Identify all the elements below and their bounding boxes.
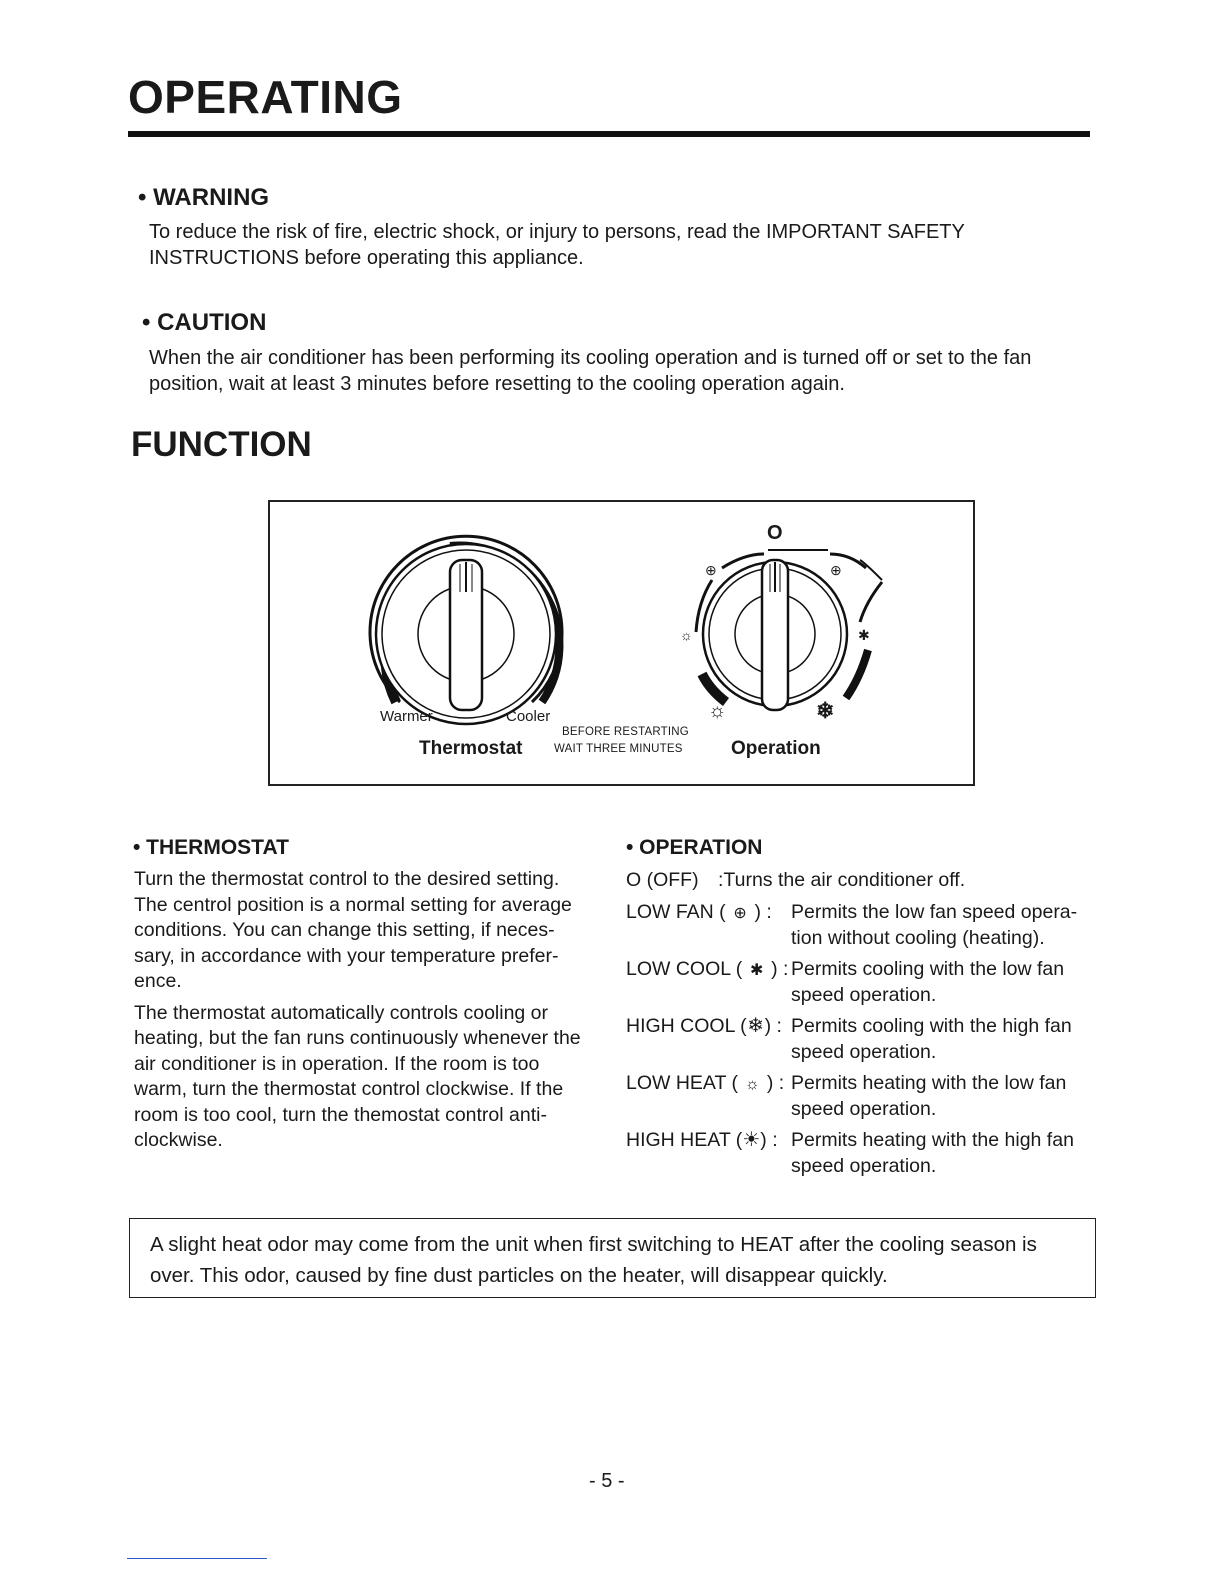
- control-panel-diagram: [268, 500, 975, 786]
- low-cool-colon: ) :: [771, 958, 789, 980]
- thermostat-heading: • THERMOSTAT: [133, 836, 289, 859]
- low-fan-icon: ⊕: [705, 562, 717, 578]
- high-heat-icon: ☀: [742, 1129, 761, 1151]
- page-number: - 5 -: [589, 1470, 625, 1492]
- low-heat-icon: ☼: [680, 627, 693, 643]
- off-desc: :Turns the air conditioner off.: [718, 869, 966, 891]
- low-cool-icon: ✱: [858, 627, 870, 643]
- low-heat-desc: Permits heating with the low fan speed operation.: [791, 1072, 1067, 1120]
- high-cool-label: HIGH COOL (: [626, 1015, 747, 1037]
- low-fan-icon: ⊕: [733, 905, 747, 922]
- thermostat-para1: Turn the thermostat control to the desired setting. The centrol position is a normal setting for average conditions. You can change this setting, if neces-sary, in accordance with your temperature prefer-ence.: [134, 868, 572, 992]
- warning-heading: • WARNING: [138, 184, 270, 211]
- title-rule: [128, 131, 1090, 137]
- page-title: OPERATING: [128, 71, 403, 123]
- low-fan-colon: ) :: [754, 901, 772, 923]
- footer-link-line: [127, 1558, 267, 1559]
- warning-text-line2: INSTRUCTIONS before operating this appliance.: [149, 247, 584, 269]
- thermostat-label: Thermostat: [419, 738, 523, 759]
- high-heat-icon: ☼: [708, 700, 727, 722]
- low-cool-label: LOW COOL (: [626, 958, 743, 980]
- off-mark: O: [767, 522, 783, 544]
- caution-text-line2: position, wait at least 3 minutes before resetting to the cooling operation again.: [149, 373, 845, 395]
- before-restarting-label: BEFORE RESTARTING: [562, 726, 689, 738]
- thermostat-body: [134, 867, 592, 1160]
- operation-list: [626, 867, 1106, 1187]
- off-label: O (OFF): [626, 869, 699, 891]
- warning-text-line1: To reduce the risk of fire, electric shock, or injury to persons, read the IMPORTANT SAFETY: [149, 221, 965, 243]
- high-cool-colon: ) :: [764, 1015, 782, 1037]
- high-cool-icon: ❄: [747, 1015, 764, 1037]
- operation-label: Operation: [731, 738, 821, 759]
- low-heat-icon: ☼: [745, 1076, 760, 1093]
- caution-text-line1: When the air conditioner has been performing its cooling operation and is turned off or set to the fan: [149, 347, 1032, 369]
- caution-heading: • CAUTION: [142, 309, 267, 336]
- high-heat-desc: Permits heating with the high fan speed operation.: [791, 1129, 1074, 1177]
- cooler-label: Cooler: [506, 708, 551, 725]
- heat-odor-note: A slight heat odor may come from the unit when first switching to HEAT after the cooling season is over. This odor, caused by fine dust particles on the heater, will disappear quickly.: [129, 1218, 1096, 1298]
- low-fan-desc: Permits the low fan speed opera-tion without cooling (heating).: [791, 901, 1078, 949]
- low-fan-label: LOW FAN (: [626, 901, 726, 923]
- high-cool-icon: ❄: [816, 698, 835, 723]
- function-title: FUNCTION: [131, 425, 312, 464]
- low-heat-label: LOW HEAT (: [626, 1072, 738, 1094]
- high-heat-label: HIGH HEAT (: [626, 1129, 743, 1151]
- wait-three-minutes-label: WAIT THREE MINUTES: [554, 743, 683, 755]
- low-cool-icon: ✱: [750, 962, 764, 979]
- low-cool-desc: Permits cooling with the low fan speed operation.: [791, 958, 1065, 1006]
- warmer-label: Warmer: [380, 708, 433, 725]
- operation-knob: [696, 550, 882, 710]
- thermostat-para2: The thermostat automatically controls cooling or heating, but the fan runs continuously whenever the air conditioner is in operation. If the room is too warm, turn the thermostat control clockwise. If the room is too cool, turn the themostat control anti-clockwise.: [134, 1001, 581, 1151]
- low-fan-icon: ⊕: [830, 562, 842, 578]
- high-cool-desc: Permits cooling with the high fan speed operation.: [791, 1015, 1072, 1063]
- low-heat-colon: ) :: [766, 1072, 785, 1094]
- thermostat-knob: [370, 536, 562, 724]
- high-heat-colon: ) :: [760, 1129, 778, 1151]
- operation-heading: • OPERATION: [626, 836, 763, 859]
